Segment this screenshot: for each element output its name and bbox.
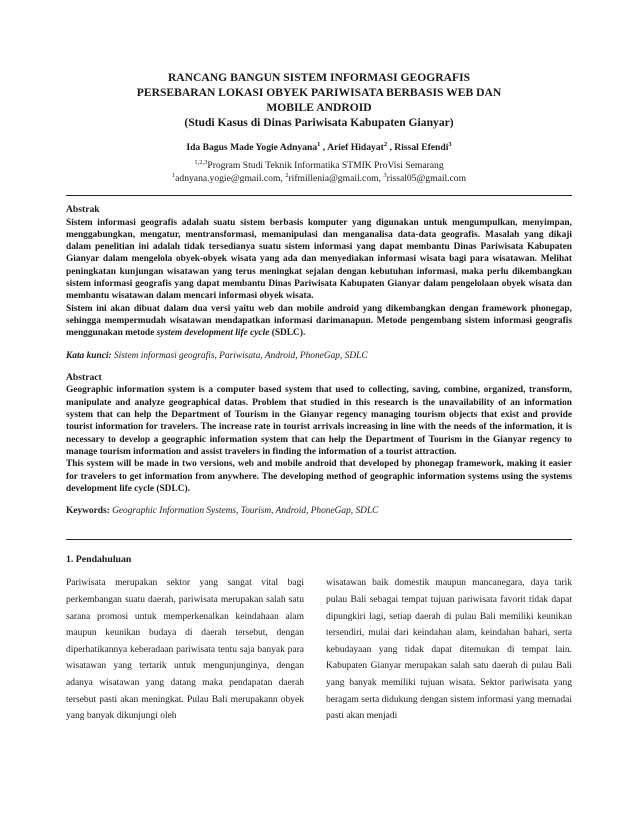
author-separator-1: , (320, 142, 328, 153)
kata-kunci-text: Sistem informasi geografis, Pariwisata, Android, PhoneGap, SDLC (111, 350, 368, 361)
author-3-sup: 3 (448, 140, 452, 148)
paper-title (66, 70, 572, 130)
affiliation-institution (66, 159, 572, 172)
email-1: adnyana.yogie@gmail.com, (175, 173, 286, 184)
title-line-2: PERSEBARAN LOKASI OBYEK PARIWISATA BERBASIS WEB DAN (136, 86, 502, 99)
author-1-sup: 1 (317, 140, 321, 148)
email-2-sup: 2 (285, 171, 289, 179)
abstract-paragraph-1: Geographic information system is a computer based system that used to collecting, saving, combine, organized, transform, manipulate and analyze geographical datas. Problem that studied in this research is the unavailability of an information system that can help the Department of Tourism in the Gianyar regency managing tourism objects that exist and provide tourist information for travelers. The increase rate in tourist arrivals increasing in line with the needs of the information, it is necessary to develop a geographic information system that can help the Department of Tourism in the Gianyar regency to manage tourism information and assist travelers in finding the information of a tourist attraction. (66, 385, 572, 457)
abstrak-paragraph-2 (66, 303, 572, 340)
affiliation-emails (66, 172, 572, 185)
affiliation (66, 159, 572, 185)
title-line-4: (Studi Kasus di Dinas Pariwisata Kabupaten Gianyar) (184, 116, 454, 129)
paper-page (66, 70, 572, 725)
body-columns (66, 575, 572, 724)
body-column-left: Pariwisata merupakan sektor yang sangat vital bagi perkembangan suatu daerah, pariwisata merupakan salah satu sarana promosi untuk memperkenalkan keindahaan alam maupun keunikan budaya di daerah tersebut, dengan diperhatikannya keberadaan pariwisata tentu saja banyak para wisatawan yang tertarik untuk mengunjunginya, dengan adanya wisatawan yang datang maka pendapatan daerah tersebut pasti akan meningkat. Pulau Bali merupakann obyek yang banyak dikunjungi oleh (66, 578, 304, 722)
kata-kunci-label: Kata kunci: (66, 350, 112, 361)
author-2-sup: 2 (383, 140, 388, 148)
abstract-paragraph-2: This system will be made in two versions, web and mobile android that developed by phonegap framework, making it easier for travelers to get information from anywhere. The developing method of geographic information systems using the systems development life cycle (SDLC). (66, 459, 572, 494)
divider-top (66, 195, 572, 196)
affiliation-text: Program Studi Teknik Informatika STMIK ProVisi Semarang (207, 160, 444, 171)
author-1: Ida Bagus Made Yogie Adnyana (186, 142, 318, 153)
email-1-sup: 1 (171, 171, 176, 179)
keywords-text: Geographic Information Systems, Tourism, Android, PhoneGap, SDLC (109, 506, 379, 517)
abstrak-p2-text-b: (SDLC). (269, 328, 306, 339)
abstract-heading: Abstract (66, 371, 102, 383)
abstrak-paragraph-1: Sistem informasi geografis adalah suatu sistem berbasis komputer yang digunakan untuk mengumpulkan, menyimpan, menggabungkan, mengatur, mentransformasi, memanipulasi dan menganalisa data-data geografis. Masalah yang dikaji dalam penelitian ini adalah tidak tersedianya suatu sistem informasi yang dapat membantu Dinas Pariwisata Kabupaten Gianyar dalam mengelola obyek-obyek wisata yang ada dan menyediakan informasi wisata bagi para wisatawan. Melihat peningkatan kunjungan wisatawan yang terus meningkat sejalan dengan kebutuhan informasi, maka perlu dikembangkan sistem informasi geografis yang dapat membantu Dinas Pariwisata Kabupaten Gianyar dalam pengelolaan obyek wisata dan membantu wisatawan dalam mencari informasi obyek wisata. (66, 217, 572, 302)
author-list (66, 142, 572, 153)
email-2: rifmillenia@gmail.com, (288, 173, 384, 184)
abstrak-p2-emphasis: system development life cycle (156, 328, 270, 339)
author-separator-2: , (387, 142, 395, 153)
title-line-3: MOBILE ANDROID (266, 101, 372, 114)
author-3: Rissal Efendi (394, 142, 449, 153)
divider-bottom (66, 539, 572, 540)
title-line-1: RANCANG BANGUN SISTEM INFORMASI GEOGRAFIS (167, 71, 471, 84)
abstrak-p2-text-a: Sistem ini akan dibuat dalam dua versi yaitu web dan mobile android yang dikembangkan dengan framework phonegap, sehingga mempermudah wisatawan mendapatkan informasi darimanapun. Metode pengembang sistem informasi geografis menggunakan metode (66, 303, 572, 339)
author-2: Arief Hidayat (327, 142, 384, 153)
body-column-right: wisatawan baik domestik maupun mancanegara, daya tarik pulau Bali sebagai tempat tujuan pariwisata favorit tidak dapat dipungkiri lagi, setiap daerah di pulau Bali memiliki keunikan tersendiri, mulai dari keindahan alam, keindahan bahari, serta kebudayaan yang tidak dapat ditemukan di tempat lain. Kabupaten Gianyar merupakan salah satu daerah di pulau Bali yang banyak memiliki tujuan wisata. Sektor pariwisata yang beragam serta didukung dengan sistem informasi yang memadai pasti akan menjadi (326, 578, 572, 722)
abstrak-heading: Abstrak (66, 204, 100, 215)
keywords (66, 505, 572, 517)
affiliation-sup: 1,2,3 (194, 158, 208, 166)
email-3-sup: 3 (383, 171, 387, 179)
section-heading-pendahuluan: 1. Pendahuluan (66, 554, 132, 566)
kata-kunci (66, 350, 572, 362)
email-3: rissal05@gmail.com (386, 173, 467, 184)
keywords-label: Keywords: (66, 506, 110, 517)
